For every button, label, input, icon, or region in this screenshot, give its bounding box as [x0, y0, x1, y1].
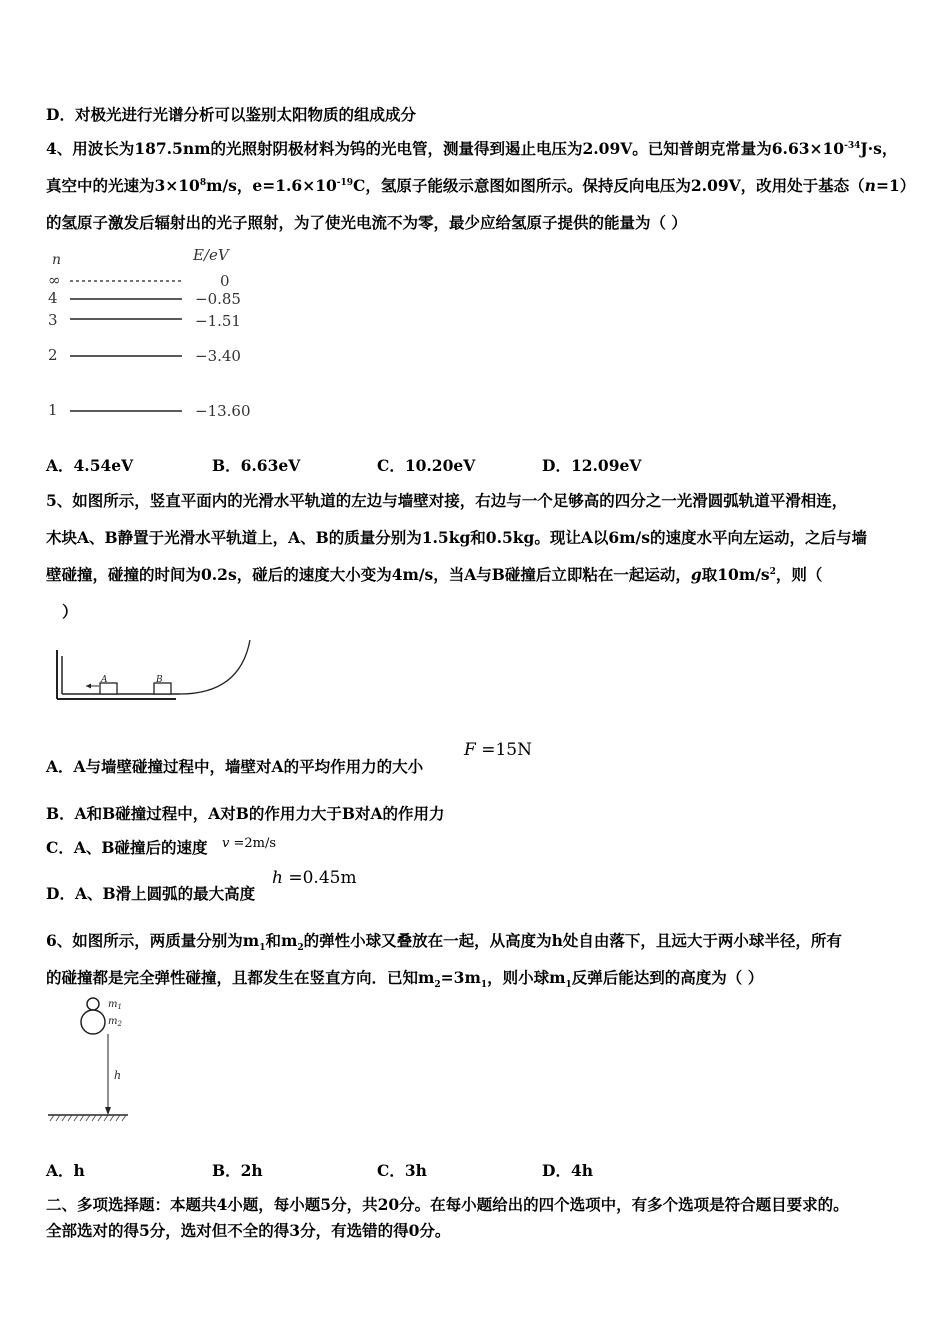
q4-stem-line3: 的氢原子激发后辐射出的光子照射，为了使光电流不为零，最少应给氢原子提供的能量为（ ）	[46, 213, 687, 232]
q5-option-a: A．A与墙壁碰撞过程中，墙壁对A的平均作用力的大小	[46, 757, 424, 776]
level-n-3: 3	[48, 311, 58, 329]
level-e-1: −13.60	[195, 402, 251, 420]
height-label: h	[114, 1069, 122, 1082]
q4-stem-line2: 真空中的光速为$3\times 10^8m/s$，$e=1.6\times 10^{-19}C$，氢原子能级示意图如图所示。保持反向电压为2.09V，改用处于基态（n=1）	[46, 176, 916, 195]
q4-option-a: A．4.54eV	[46, 456, 134, 475]
q5-stem-line3: 壁碰撞，碰撞的时间为0.2s，碰后的速度大小变为4m/s，当A与B碰撞后立即粘在一起运动，g取$10m/s^2$，则（	[46, 565, 823, 584]
q4-option-c: C．10.20eV	[377, 456, 476, 475]
q5-option-c-formula: v =2m/s	[222, 836, 277, 851]
level-n-4: 4	[48, 289, 58, 307]
q6-stem-line2: 的碰撞都是完全弹性碰撞，且都发生在竖直方向．已知$m_2=3m_1$，则小球$m_1$反弹后能达到的高度为（ ）	[46, 968, 764, 991]
q6-option-a: A．h	[46, 1161, 85, 1180]
q6-option-c: C．3h	[377, 1161, 427, 1180]
section2-heading-line1: 二、多项选择题：本题共4小题，每小题5分，共20分。在每小题给出的四个选项中，有多个选项是符合题目要求的。	[46, 1195, 849, 1214]
section2-heading-line2: 全部选对的得5分，选对但不全的得3分，有选错的得0分。	[46, 1221, 451, 1240]
energy-level-e-header: E/eV	[193, 246, 229, 264]
track-diagram	[50, 636, 260, 706]
q6-option-d: D．4h	[542, 1161, 593, 1180]
ball-m2-label: $m_2$	[108, 1016, 122, 1028]
q4-stem-line1: 4、用波长为187.5nm的光照射阴极材料为钨的光电管，测量得到遏止电压为2.09V。已知普朗克常量为$6.63\times 10^{-34}J\cdot s$，	[46, 139, 898, 158]
q5-option-c: C．A、B碰撞后的速度	[46, 838, 208, 857]
level-e-3: −1.51	[195, 312, 241, 330]
level-n-1: 1	[48, 401, 58, 419]
energy-level-n-header: n	[52, 252, 62, 268]
ball-m1-label: $m_1$	[108, 999, 122, 1011]
level-e-4: −0.85	[195, 290, 241, 308]
q3-option-d: D．对极光进行光谱分析可以鉴别太阳物质的组成成分	[46, 105, 416, 124]
level-n-inf: ∞	[48, 271, 61, 289]
q5-stem-line1: 5、如图所示，竖直平面内的光滑水平轨道的左边与墙壁对接，右边与一个足够高的四分之一光滑圆弧轨道平滑相连，	[46, 491, 848, 510]
level-n-2: 2	[48, 346, 58, 364]
ball-m1	[87, 998, 99, 1010]
falling-balls-diagram	[44, 994, 154, 1126]
velocity-arrow-head	[86, 684, 91, 689]
q5-stem-line4: ）	[62, 602, 78, 621]
q4-option-b: B．6.63eV	[212, 456, 301, 475]
block-b-label: B	[156, 675, 163, 685]
level-e-2: −3.40	[195, 347, 241, 365]
q5-option-d-formula: h =0.45m	[272, 868, 357, 888]
q5-stem-line2: 木块A、B静置于光滑水平轨道上，A、B的质量分别为1.5kg和0.5kg。现让A以6m/s的速度水平向左运动，之后与墙	[46, 528, 867, 547]
ball-m2	[81, 1010, 105, 1034]
q6-option-b: B．2h	[212, 1161, 263, 1180]
block-a-label: A	[101, 675, 108, 685]
level-e-inf: 0	[220, 272, 230, 290]
q5-option-a-formula: F =15N	[464, 740, 532, 760]
ground-hatch	[50, 1115, 126, 1121]
q5-option-d: D．A、B滑上圆弧的最大高度	[46, 884, 256, 903]
energy-level-diagram	[40, 244, 270, 429]
arc-track	[180, 640, 250, 694]
q4-option-d: D．12.09eV	[542, 456, 642, 475]
height-arrow-head	[105, 1107, 111, 1115]
q5-option-b: B．A和B碰撞过程中，A对B的作用力大于B对A的作用力	[46, 804, 445, 823]
q6-stem-line1: 6、如图所示，两质量分别为$m_1$和$m_2$的弹性小球又叠放在一起，从高度为h处自由落下，且远大于两小球半径，所有	[46, 931, 842, 954]
